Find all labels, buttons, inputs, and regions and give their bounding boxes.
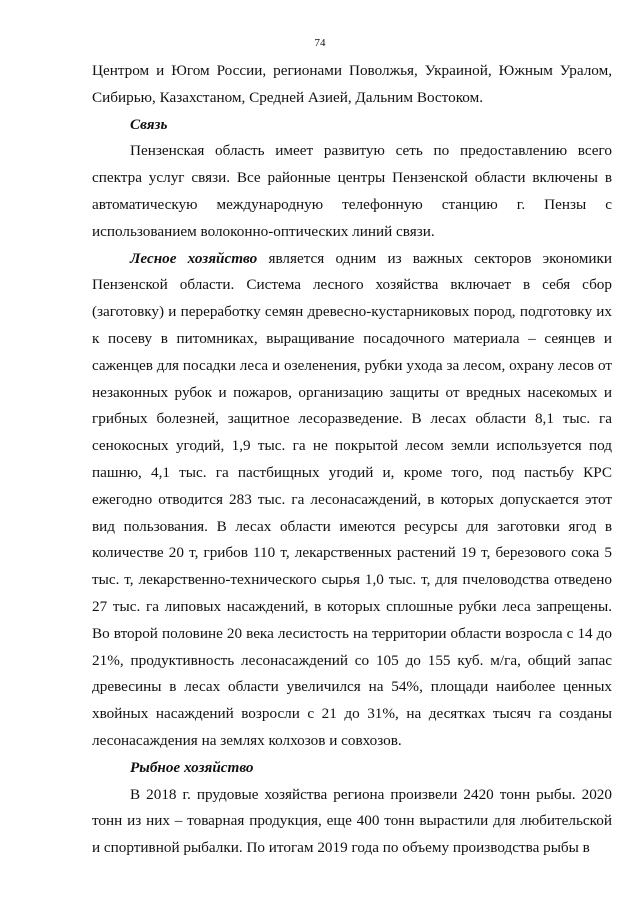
intro-paragraph: Центром и Югом России, регионами Поволжья, Украиной, Южным Уралом, Сибирью, Казахстаном, Средней Азией, Дальним Востоком. bbox=[92, 62, 612, 106]
forest-lead-term: Лесное хозяйство bbox=[130, 249, 258, 267]
fish-paragraph: В 2018 г. прудовые хозяйства региона произвели 2420 тонн рыбы. 2020 тонн из них – товарная продукция, еще 400 тонн вырастили для любительской и спортивной рыбалки. По итогам 2019 года по объему производства рыбы в bbox=[92, 785, 612, 857]
section-heading-fish: Рыбное хозяйство bbox=[130, 758, 254, 776]
svyaz-paragraph: Пензенская область имеет развитую сеть по предоставлению всего спектра услуг связи. Все районные центры Пензенской области включены в автоматическую международную телефонную станцию г. Пензы с использованием волоконно-оптических линий связи. bbox=[92, 142, 612, 240]
page-number: 74 bbox=[314, 37, 326, 49]
forest-paragraph bbox=[92, 246, 612, 755]
document-body bbox=[92, 58, 612, 862]
section-heading-svyaz: Связь bbox=[130, 115, 168, 133]
forest-paragraph-text: является одним из важных секторов экономики Пензенской области. Система лесного хозяйства включает в себя сбор (заготовку) и переработку семян древесно-кустарниковых пород, подготовку их к посеву в питомниках, выращивание посадочного материала – сеянцев и саженцев для посадки леса и озеленения, рубки ухода за лесом, охрану лесов от незаконных рубок и пожаров, организацию защиты от вредных насекомых и грибных болезней, защитное лесоразведение. В лесах области 8,1 тыс. га сенокосных угодий, 1,9 тыс. га не покрытой лесом земли используется под пашню, 4,1 тыс. га пастбищных угодий и, кроме того, под пастьбу КРС ежегодно отводится 283 тыс. га лесонасаждений, в которых допускается этот вид пользования. В лесах области имеются ресурсы для заготовки ягод в количестве 20 т, грибов 110 т, лекарственных растений 19 т, березового сока 5 тыс. т, лекарственно-технического сырья 1,0 тыс. т, для пчеловодства отведено 27 тыс. га липовых насаждений, в которых сплошные рубки леса запрещены. Во второй половине 20 века лесистость на территории области возросла с 14 до 21%, продуктивность лесонасаждений со 105 до 155 куб. м/га, общий запас древесины в лесах области увеличился на 54%, площади наиболее ценных хвойных насаждений возросли с 21 до 31%, на десятках тысяч га созданы лесонасаждения на землях колхозов и совхозов. bbox=[92, 249, 612, 749]
